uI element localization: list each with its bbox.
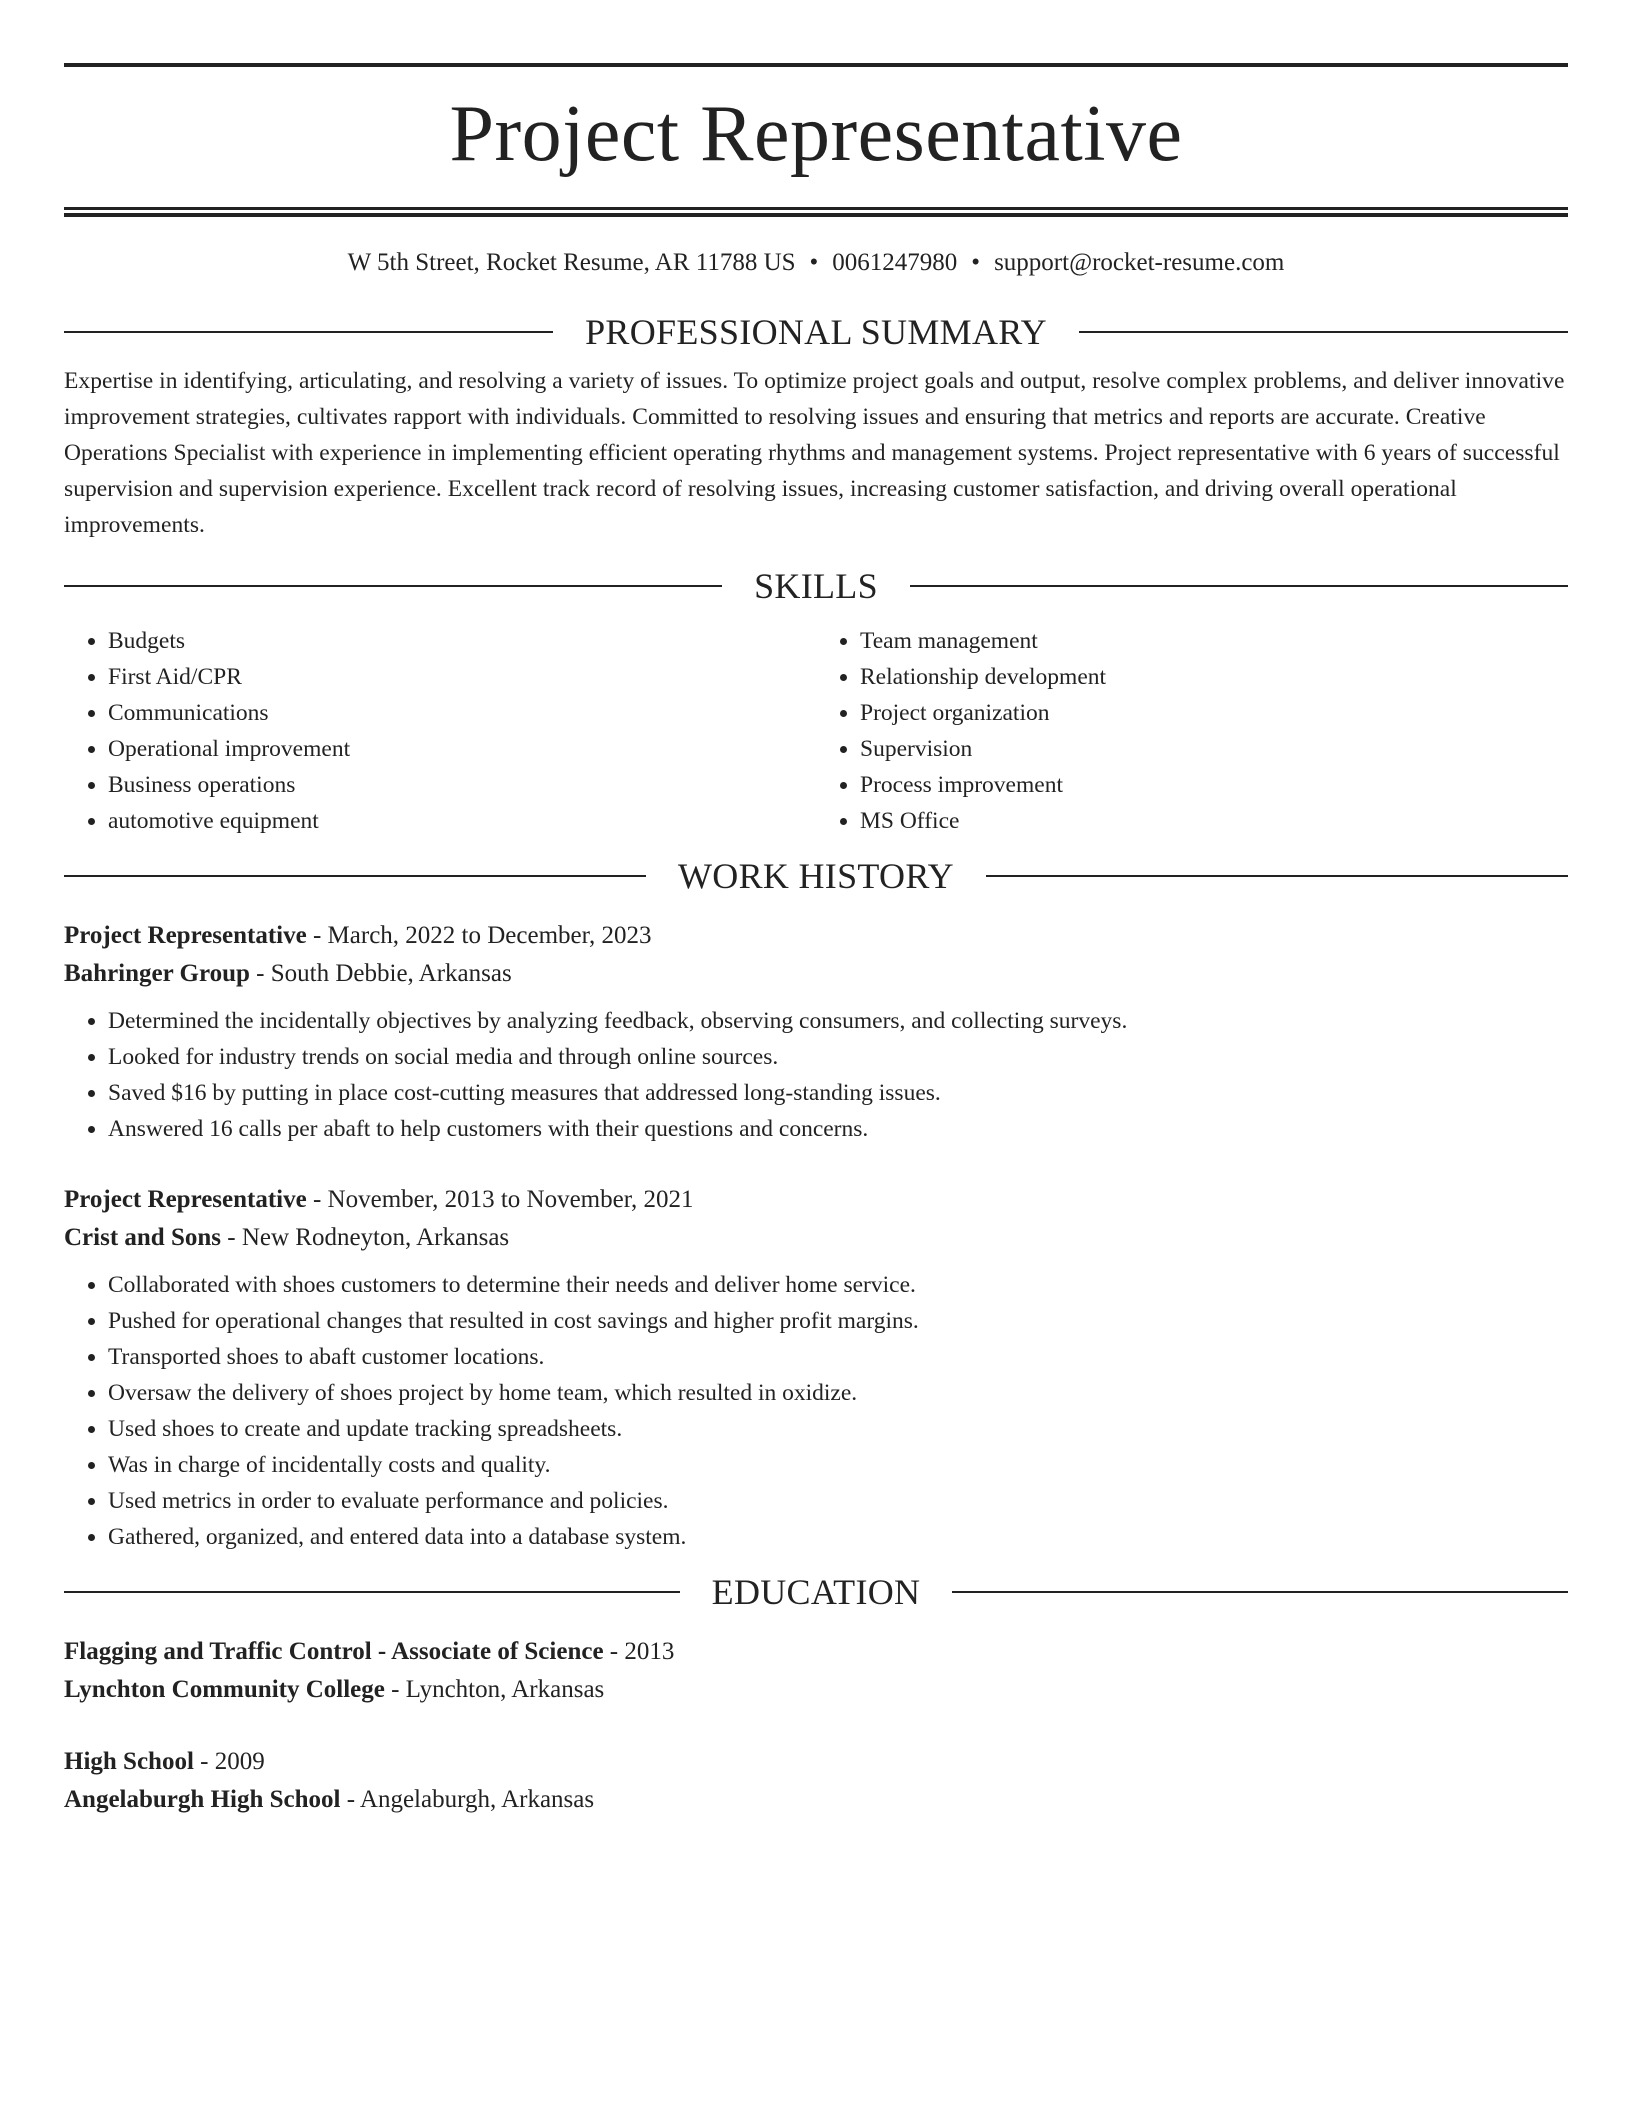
skill-item: • Budgets [108,623,816,659]
heading-rule-left [64,585,722,587]
skill-item: • Project organization [860,695,1568,731]
education-degree: High School [64,1748,194,1775]
education-degree: Flagging and Traffic Control - Associate of Science [64,1638,604,1665]
skill-item: • Business operations [108,767,816,803]
job-entry [64,1181,1568,1555]
heading-rule-left [64,331,553,333]
job-dates: - November, 2013 to November, 2021 [306,1186,694,1213]
name-double-rule [64,207,1568,217]
education-title: EDUCATION [711,1572,921,1612]
job-role: Project Representative [64,922,307,949]
job-bullet: • Looked for industry trends on social media and through online sources. [108,1039,1568,1075]
skill-item: • Operational improvement [108,731,816,767]
job-company-line [64,1219,1568,1257]
education-location: - Lynchton, Arkansas [384,1676,605,1703]
skill-item: • Communications [108,695,816,731]
job-bullet: • Was in charge of incidentally costs and quality. [108,1447,1568,1483]
skills-title: SKILLS [754,566,878,606]
contact-phone: 0061247980 [832,249,958,276]
job-bullet: • Determined the incidentally objectives by analyzing feedback, observing consumers, and collecting surveys. [108,1003,1568,1039]
skill-item: • Team management [860,623,1568,659]
job-bullet: • Collaborated with shoes customers to determine their needs and deliver home service. [108,1267,1568,1303]
education-year: - 2013 [603,1638,675,1665]
job-bullet: • Saved $16 by putting in place cost-cutting measures that addressed long-standing issues. [108,1075,1568,1111]
contact-email: support@rocket-resume.com [994,249,1285,276]
skill-item: • Process improvement [860,767,1568,803]
education-year: - 2009 [193,1748,265,1775]
education-degree-line [64,1633,1568,1671]
heading-rule-left [64,875,646,877]
contact-line [64,248,1568,278]
education-school-line [64,1671,1568,1709]
job-bullet: • Used shoes to create and update tracking spreadsheets. [108,1411,1568,1447]
job-location: - New Rodneyton, Arkansas [221,1224,510,1251]
heading-rule-right [986,875,1568,877]
summary-text: Expertise in identifying, articulating, and resolving a variety of issues. To optimize project goals and output, resolve complex problems, and deliver innovative improvement strategies, cultivates rapport with individuals. Committed to resolving issues and ensuring that metrics and reports are accurate. Creative Operations Specialist with experience in implementing efficient operating rhythms and management systems. Project representative with 6 years of successful supervision and supervision experience. Excellent track record of resolving issues, increasing customer satisfaction, and driving overall operational improvements. [64,368,1565,538]
work-section-heading [64,855,1568,897]
education-degree-line [64,1743,1568,1781]
job-location: - South Debbie, Arkansas [249,960,512,987]
job-entry [64,917,1568,1147]
job-role-line [64,917,1568,955]
skill-item: • automotive equipment [108,803,816,839]
job-company-line [64,955,1568,993]
job-dates: - March, 2022 to December, 2023 [306,922,652,949]
job-bullet: • Pushed for operational changes that resulted in cost savings and higher profit margins. [108,1303,1568,1339]
job-role: Project Representative [64,1186,307,1213]
contact-address: W 5th Street, Rocket Resume, AR 11788 US [347,249,796,276]
education-school-line [64,1781,1568,1819]
skills-section-heading [64,565,1568,607]
heading-rule-left [64,1591,680,1593]
education-entry [64,1633,1568,1709]
summary-title: PROFESSIONAL SUMMARY [585,312,1047,352]
skill-item: • First Aid/CPR [108,659,816,695]
job-bullet: • Gathered, organized, and entered data into a database system. [108,1519,1568,1555]
work-title: WORK HISTORY [678,856,954,896]
education-school: Lynchton Community College [64,1676,385,1703]
skills-list-right [816,623,1568,839]
job-company: Crist and Sons [64,1224,221,1251]
summary-section-heading [64,311,1568,353]
job-bullets [64,1003,1568,1147]
heading-rule-right [952,1591,1568,1593]
job-bullet: • Oversaw the delivery of shoes project by home team, which resulted in oxidize. [108,1375,1568,1411]
job-bullets [64,1267,1568,1555]
job-bullet: • Transported shoes to abaft customer locations. [108,1339,1568,1375]
heading-rule-right [1079,331,1568,333]
job-company: Bahringer Group [64,960,250,987]
job-bullet: • Answered 16 calls per abaft to help customers with their questions and concerns. [108,1111,1568,1147]
job-role-line [64,1181,1568,1219]
education-location: - Angelaburgh, Arkansas [340,1786,595,1813]
education-entry [64,1743,1568,1819]
skill-item: • Relationship development [860,659,1568,695]
skill-item: • Supervision [860,731,1568,767]
skill-item: • MS Office [860,803,1568,839]
job-bullet: • Used metrics in order to evaluate performance and policies. [108,1483,1568,1519]
skills-list-left [64,623,816,839]
education-school: Angelaburgh High School [64,1786,341,1813]
contact-separator: • [971,249,981,276]
resume-name: Project Representative [449,90,1183,178]
contact-separator: • [809,249,819,276]
education-section-heading [64,1571,1568,1613]
heading-rule-right [910,585,1568,587]
skills-columns [64,623,1568,839]
